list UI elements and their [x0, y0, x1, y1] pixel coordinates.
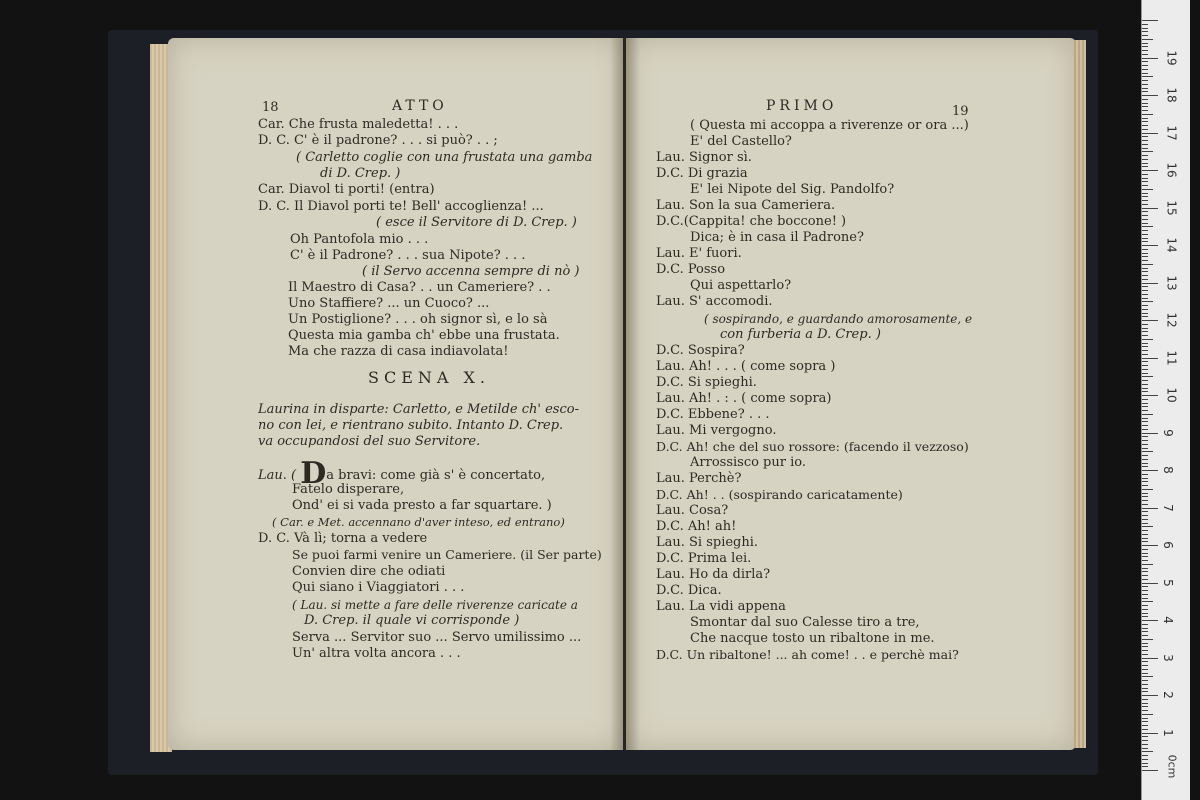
ruler-number: 9 [1160, 428, 1175, 437]
ruler-tick [1142, 680, 1148, 681]
ruler-tick [1142, 313, 1148, 314]
ruler-number: 18 [1164, 87, 1179, 103]
text-line: Uno Staffiere? ... un Cuoco? ... [288, 296, 490, 311]
ruler-tick [1142, 80, 1148, 81]
ruler-tick [1142, 395, 1158, 396]
ruler-tick [1142, 174, 1148, 175]
ruler-number: 8 [1160, 466, 1175, 474]
ruler-tick [1142, 28, 1148, 29]
text-line: Lau. S' accomodi. [656, 294, 773, 309]
page-number-left: 18 [262, 100, 279, 115]
text-line: Il Maestro di Casa? . . un Cameriere? . . [288, 280, 551, 295]
ruler-tick [1142, 639, 1153, 640]
ruler-tick [1142, 54, 1148, 55]
text-line: Un' altra volta ancora . . . [292, 646, 461, 661]
ruler-tick [1142, 575, 1148, 576]
ruler-tick [1142, 215, 1148, 216]
text-line: Arrossisco pur io. [690, 455, 806, 470]
text-line: Qui siano i Viaggiatori . . . [292, 580, 465, 595]
ruler-tick [1142, 526, 1153, 527]
ruler-tick [1142, 65, 1148, 66]
ruler-tick [1142, 324, 1148, 325]
text-run: a bravi: come già s' è concertato, [326, 468, 546, 483]
ruler-number: 1 [1160, 728, 1175, 737]
ruler-tick [1142, 504, 1148, 505]
ruler-tick [1142, 271, 1148, 272]
ruler-number: 19 [1164, 49, 1179, 66]
stage-direction-line: ( il Servo accenna sempre di nò ) [362, 264, 580, 279]
text-line: Lau. Mi vergogno. [656, 423, 777, 438]
text-line: D.C. Ah! . . (sospirando caricatamente) [656, 487, 903, 502]
ruler-tick [1142, 485, 1148, 486]
ruler-tick [1142, 451, 1153, 452]
ruler-tick [1142, 151, 1153, 152]
book-gutter [610, 38, 640, 750]
ruler-tick [1142, 519, 1148, 520]
ruler-tick [1142, 508, 1158, 509]
ruler-tick [1142, 50, 1148, 51]
ruler-tick [1142, 61, 1148, 62]
ruler-tick [1142, 46, 1148, 47]
ruler-tick [1142, 755, 1148, 756]
ruler-tick [1142, 69, 1148, 70]
ruler-tick [1142, 181, 1148, 182]
ruler-number: 4 [1160, 616, 1175, 624]
ruler-tick [1142, 706, 1148, 707]
ruler-tick [1142, 31, 1148, 32]
text-line: D.C. Dica. [656, 583, 722, 598]
text-line: Car. Che frusta maledetta! . . . [258, 117, 459, 132]
ruler-tick [1142, 583, 1158, 584]
ruler-tick [1142, 256, 1148, 257]
ruler-tick [1142, 605, 1148, 606]
ruler-tick [1142, 361, 1148, 362]
text-line: D.C. Sospira? [656, 343, 745, 358]
ruler-tick [1142, 534, 1148, 535]
ruler-tick [1142, 763, 1148, 764]
ruler-tick [1142, 444, 1148, 445]
ruler-tick [1142, 628, 1148, 629]
ruler-tick [1142, 328, 1148, 329]
ruler-number: 12 [1164, 312, 1179, 328]
ruler-tick [1142, 339, 1153, 340]
stage-direction-line: ( Car. e Met. accennano d'aver inteso, ed entrano) [272, 515, 565, 529]
ruler-tick [1142, 635, 1148, 636]
stage-direction-line: ( Lau. si mette a fare delle riverenze caricate a [292, 598, 578, 612]
ruler-tick [1142, 200, 1148, 201]
ruler-tick [1142, 99, 1148, 100]
ruler-tick [1142, 369, 1148, 370]
ruler-tick [1142, 309, 1148, 310]
stage-direction-line: ( esce il Servitore di D. Crep. ) [376, 215, 577, 230]
ruler-tick [1142, 129, 1148, 130]
ruler-tick [1142, 766, 1148, 767]
ruler-tick [1142, 481, 1148, 482]
text-line: Lau. E' fuori. [656, 246, 742, 261]
ruler-tick [1142, 354, 1148, 355]
ruler-tick [1142, 170, 1158, 171]
ruler-tick [1142, 718, 1148, 719]
ruler-tick [1142, 88, 1148, 89]
text-line: D.C. Ah! che del suo rossore: (facendo il vezzoso) [656, 439, 969, 454]
ruler-tick [1142, 208, 1158, 209]
ruler-tick [1142, 496, 1148, 497]
stage-direction-line: ( Carletto coglie con una frustata una gamba [296, 150, 593, 165]
ruler-tick [1142, 421, 1148, 422]
ruler-tick [1142, 770, 1158, 771]
ruler-tick [1142, 399, 1148, 400]
ruler-tick [1142, 410, 1148, 411]
ruler-tick [1142, 155, 1148, 156]
ruler-tick [1142, 538, 1148, 539]
text-line: Smontar dal suo Calesse tiro a tre, [690, 615, 920, 630]
ruler-number: 6 [1160, 541, 1175, 549]
text-line: E' del Castello? [690, 134, 792, 149]
ruler-tick [1142, 511, 1148, 512]
speaker-label: Lau. ( [258, 468, 297, 483]
ruler-tick [1142, 553, 1148, 554]
ruler-tick [1142, 241, 1148, 242]
ruler-tick [1142, 673, 1148, 674]
text-line: Dica; è in casa il Padrone? [690, 230, 864, 245]
text-line: D.C. Posso [656, 262, 726, 277]
ruler-tick [1142, 264, 1153, 265]
ruler-tick [1142, 466, 1148, 467]
ruler-tick [1142, 110, 1148, 111]
text-line: Lau. Perchè? [656, 471, 742, 486]
text-line: Lau. Cosa? [656, 503, 729, 518]
text-line: Car. Diavol ti porti! (entra) [258, 182, 435, 197]
text-line: Se puoi farmi venire un Cameriere. (il Ser parte) [292, 547, 602, 562]
ruler-tick [1142, 343, 1148, 344]
text-line: Lau. Signor sì. [656, 150, 752, 165]
ruler-tick [1142, 418, 1148, 419]
text-line: D.C. Si spieghi. [656, 375, 757, 390]
ruler-number: 2 [1160, 691, 1175, 699]
ruler-tick [1142, 294, 1148, 295]
ruler-tick [1142, 613, 1148, 614]
ruler-tick [1142, 478, 1148, 479]
right-page-edges [1074, 40, 1086, 748]
ruler-tick [1142, 598, 1148, 599]
running-header-right: PRIMO [766, 98, 838, 114]
ruler-tick [1142, 43, 1148, 44]
ruler-tick [1142, 204, 1148, 205]
ruler-number: 10 [1164, 387, 1179, 403]
ruler-tick [1142, 665, 1148, 666]
ruler-tick [1142, 58, 1158, 59]
ruler-tick [1142, 643, 1148, 644]
ruler-tick [1142, 710, 1148, 711]
ruler-tick [1142, 440, 1148, 441]
ruler-tick [1142, 429, 1148, 430]
ruler-tick [1142, 298, 1148, 299]
text-line: D.C. Un ribaltone! ... ah come! . . e perchè mai? [656, 647, 959, 662]
ruler-tick [1142, 676, 1153, 677]
ruler-tick [1142, 365, 1148, 366]
ruler-tick [1142, 609, 1148, 610]
text-line: D.C. Ah! ah! [656, 519, 737, 534]
ruler-tick [1142, 316, 1148, 317]
ruler-unit-label: 0cm [1165, 754, 1179, 779]
stage-direction-line: no con lei, e rientrano subito. Intanto D. Crep. [258, 418, 564, 433]
ruler-tick [1142, 564, 1153, 565]
ruler-tick [1142, 223, 1148, 224]
ruler-tick [1142, 699, 1148, 700]
ruler-tick [1142, 144, 1148, 145]
ruler-tick [1142, 189, 1153, 190]
ruler-tick [1142, 106, 1148, 107]
ruler-tick [1142, 433, 1158, 434]
ruler-tick [1142, 549, 1148, 550]
ruler-tick [1142, 125, 1148, 126]
ruler-tick [1142, 373, 1148, 374]
text-line: Lau. Ah! . : . ( come sopra) [656, 391, 832, 406]
ruler-tick [1142, 523, 1148, 524]
ruler-tick [1142, 545, 1158, 546]
text-line: Ond' ei si vada presto a far squartare. ) [292, 498, 552, 513]
ruler-tick [1142, 193, 1148, 194]
stage-direction-line: Laurina in disparte: Carletto, e Metilde ch' esco- [258, 402, 579, 417]
ruler-tick [1142, 425, 1148, 426]
ruler-number: 14 [1164, 237, 1179, 253]
page-number-right: 19 [952, 104, 969, 119]
stage-direction-line: di D. Crep. ) [320, 166, 401, 181]
ruler-tick [1142, 350, 1148, 351]
ruler-number: 5 [1160, 578, 1175, 587]
text-line: Qui aspettarlo? [690, 278, 792, 293]
text-line: E' lei Nipote del Sig. Pandolfo? [690, 182, 895, 197]
text-line: D. C. C' è il padrone? . . . si può? . . ; [258, 133, 498, 148]
ruler-tick [1142, 148, 1148, 149]
ruler-tick [1142, 384, 1148, 385]
ruler-tick [1142, 459, 1148, 460]
ruler-tick [1142, 646, 1148, 647]
ruler-tick [1142, 729, 1148, 730]
ruler-number: 3 [1160, 653, 1175, 662]
ruler-tick [1142, 279, 1148, 280]
ruler-tick [1142, 114, 1153, 115]
measuring-ruler [1141, 0, 1190, 800]
ruler-tick [1142, 211, 1148, 212]
ruler-tick [1142, 20, 1158, 21]
text-line: Oh Pantofola mio . . . [290, 232, 429, 247]
ruler-tick [1142, 725, 1148, 726]
ruler-tick [1142, 268, 1148, 269]
ruler-tick [1142, 230, 1148, 231]
ruler-tick [1142, 118, 1148, 119]
ruler-tick [1142, 631, 1148, 632]
ruler-tick [1142, 403, 1148, 404]
ruler-tick [1142, 493, 1148, 494]
running-header-left: ATTO [392, 98, 448, 114]
ruler-tick [1142, 226, 1153, 227]
ruler-tick [1142, 736, 1148, 737]
ruler-tick [1142, 103, 1148, 104]
ruler-tick [1142, 470, 1158, 471]
text-line: Un Postiglione? . . . oh signor sì, e lo sà [288, 312, 548, 327]
stage-direction-line: va occupandosi del suo Servitore. [258, 434, 481, 449]
ruler-tick [1142, 556, 1148, 557]
ruler-tick [1142, 406, 1148, 407]
text-line: Ma che razza di casa indiavolata! [288, 344, 509, 359]
text-line: Lau. Ah! . . . ( come sopra ) [656, 359, 836, 374]
ruler-tick [1142, 159, 1148, 160]
ruler-tick [1142, 654, 1148, 655]
text-line: Che nacque tosto un ribaltone in me. [690, 631, 935, 646]
ruler-tick [1142, 73, 1148, 74]
ruler-tick [1142, 253, 1148, 254]
ruler-tick [1142, 590, 1148, 591]
ruler-tick [1142, 84, 1148, 85]
ruler-tick [1142, 448, 1148, 449]
ruler-tick [1142, 305, 1148, 306]
text-line: Lau. Si spieghi. [656, 535, 759, 550]
ruler-tick [1142, 489, 1153, 490]
text-line: D. C. Và lì; torna a vedere [258, 531, 428, 546]
text-line: Lau. La vidi appena [656, 599, 786, 614]
text-line: Lau. Son la sua Cameriera. [656, 198, 836, 213]
ruler-tick [1142, 616, 1148, 617]
stage-direction-line: ( sospirando, e guardando amorosamente, e [704, 312, 973, 326]
ruler-tick [1142, 196, 1148, 197]
ruler-tick [1142, 714, 1153, 715]
ruler-tick [1142, 748, 1148, 749]
ruler-number: 7 [1160, 503, 1175, 512]
stage-direction-line: D. Crep. il quale vi corrisponde ) [304, 613, 520, 628]
ruler-tick [1142, 624, 1148, 625]
text-line: Serva ... Servitor suo ... Servo umilissimo ... [292, 630, 582, 645]
text-line: Questa mia gamba ch' ebbe una frustata. [288, 328, 560, 343]
ruler-tick [1142, 759, 1148, 760]
ruler-tick [1142, 245, 1158, 246]
ruler-tick [1142, 166, 1148, 167]
ruler-tick [1142, 358, 1158, 359]
ruler-tick [1142, 76, 1153, 77]
ruler-tick [1142, 414, 1153, 415]
ruler-tick [1142, 436, 1148, 437]
ruler-tick [1142, 601, 1153, 602]
ruler-tick [1142, 283, 1158, 284]
ruler-tick [1142, 286, 1148, 287]
ruler-tick [1142, 594, 1148, 595]
ruler-tick [1142, 346, 1148, 347]
ruler-tick [1142, 234, 1148, 235]
ruler-tick [1142, 133, 1158, 134]
scene-title: SCENA X. [368, 368, 490, 387]
ruler-tick [1142, 541, 1148, 542]
ruler-tick [1142, 661, 1148, 662]
ruler-tick [1142, 515, 1148, 516]
ruler-tick [1142, 35, 1148, 36]
ruler-tick [1142, 185, 1148, 186]
ruler-tick [1142, 335, 1148, 336]
ruler-tick [1142, 95, 1158, 96]
ruler-tick [1142, 290, 1148, 291]
text-line: Convien dire che odiati [292, 564, 446, 579]
ruler-tick [1142, 136, 1148, 137]
ruler-tick [1142, 744, 1148, 745]
text-line: D.C.(Cappita! che boccone! ) [656, 214, 847, 229]
ruler-tick [1142, 320, 1158, 321]
ruler-tick [1142, 238, 1148, 239]
ruler-tick [1142, 500, 1148, 501]
ruler-tick [1142, 91, 1148, 92]
ruler-tick [1142, 219, 1148, 220]
ruler-tick [1142, 376, 1153, 377]
ruler-tick [1142, 24, 1148, 25]
ruler-tick [1142, 579, 1148, 580]
stage-direction-line: con furberia a D. Crep. ) [720, 327, 881, 342]
text-line: D. C. Il Diavol porti te! Bell' accoglienza! ... [258, 199, 544, 214]
ruler-tick [1142, 140, 1148, 141]
ruler-tick [1142, 688, 1148, 689]
text-line: C' è il Padrone? . . . sua Nipote? . . . [290, 248, 526, 263]
ruler-tick [1142, 586, 1148, 587]
ruler-tick [1142, 260, 1148, 261]
ruler-tick [1142, 703, 1148, 704]
ruler-tick [1142, 121, 1148, 122]
ruler-tick [1142, 669, 1148, 670]
text-line: Fatelo disperare, [292, 482, 405, 497]
ruler-tick [1142, 163, 1148, 164]
ruler-tick [1142, 691, 1148, 692]
ruler-tick [1142, 684, 1148, 685]
drop-cap: D [300, 456, 327, 491]
text-line: D.C. Ebbene? . . . [656, 407, 770, 422]
ruler-tick [1142, 740, 1148, 741]
ruler-tick [1142, 658, 1158, 659]
text-line: ( Questa mi accoppa a riverenze or ora ...) [690, 118, 969, 133]
ruler-tick [1142, 571, 1148, 572]
ruler-tick [1142, 751, 1153, 752]
ruler-tick [1142, 695, 1158, 696]
ruler-tick [1142, 721, 1148, 722]
ruler-tick [1142, 455, 1148, 456]
ruler-tick [1142, 391, 1148, 392]
ruler-number: 13 [1164, 274, 1179, 291]
ruler-tick [1142, 620, 1158, 621]
ruler-tick [1142, 39, 1153, 40]
ruler-number: 11 [1164, 349, 1179, 366]
ruler-tick [1142, 380, 1148, 381]
ruler-tick [1142, 560, 1148, 561]
text-line: D.C. Prima lei. [656, 551, 752, 566]
ruler-number: 16 [1164, 162, 1179, 178]
ruler-tick [1142, 275, 1148, 276]
ruler-tick [1142, 474, 1148, 475]
ruler-tick [1142, 733, 1158, 734]
ruler-tick [1142, 463, 1148, 464]
ruler-tick [1142, 301, 1153, 302]
text-line: D.C. Di grazia [656, 166, 748, 181]
ruler-tick [1142, 331, 1148, 332]
ruler-tick [1142, 650, 1148, 651]
ruler-tick [1142, 530, 1148, 531]
ruler-number: 15 [1164, 199, 1179, 216]
ruler-number: 17 [1164, 124, 1179, 141]
ruler-tick [1142, 388, 1148, 389]
text-line: Lau. Ho da dirla? [656, 567, 771, 582]
ruler-tick [1142, 568, 1148, 569]
ruler-tick [1142, 249, 1148, 250]
ruler-tick [1142, 178, 1148, 179]
